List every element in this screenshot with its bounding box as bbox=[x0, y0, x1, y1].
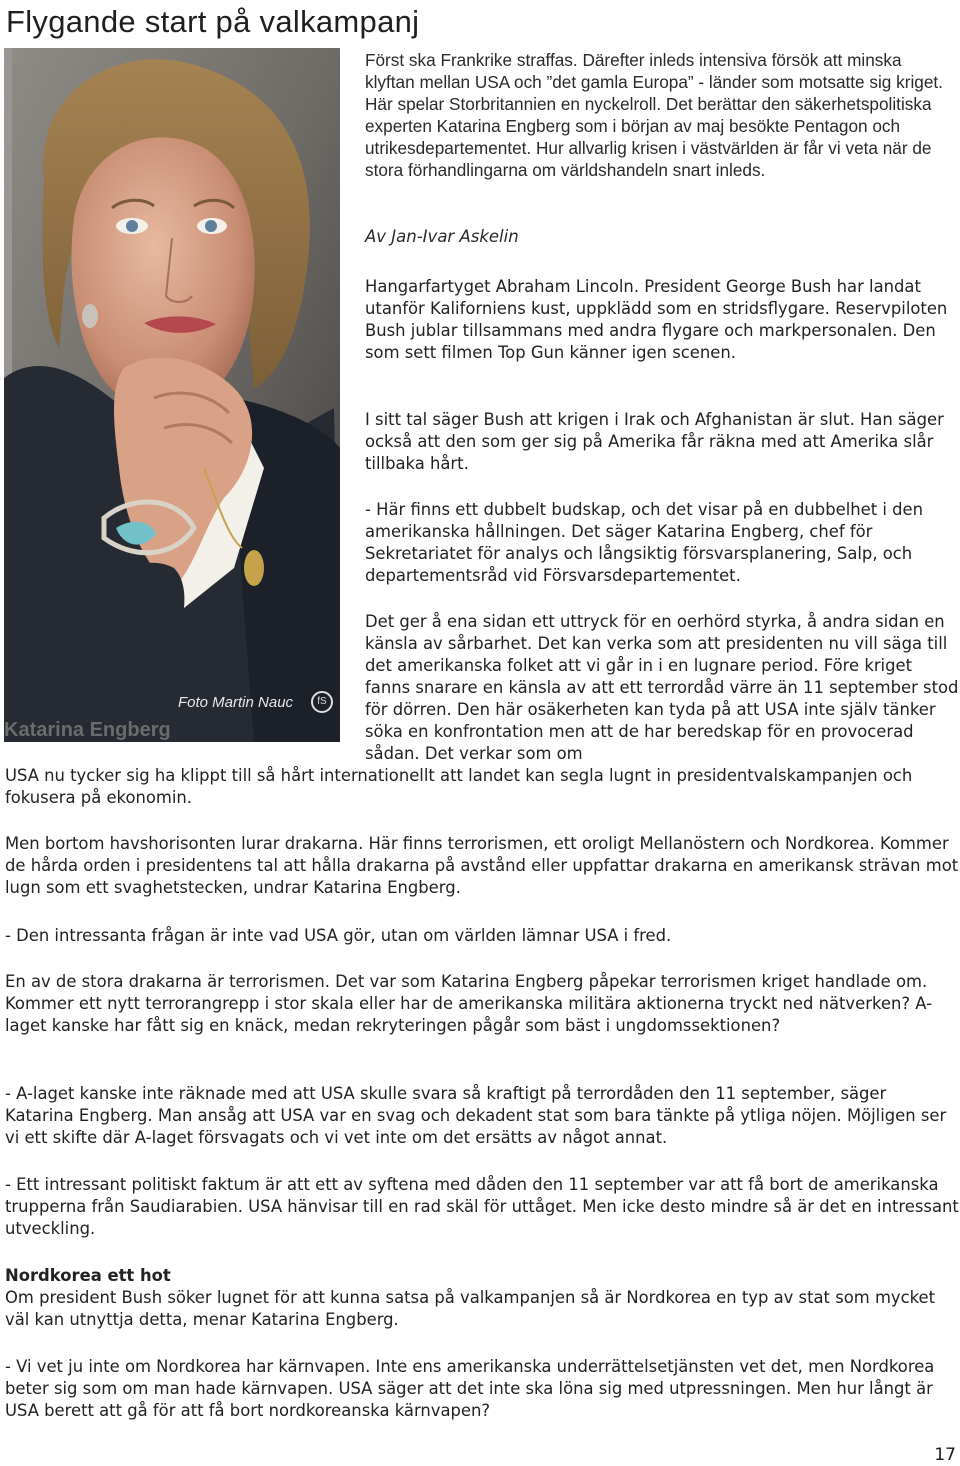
byline: Av Jan-Ivar Askelin bbox=[365, 227, 519, 246]
paragraph: - Ett intressant politiskt faktum är att ett av syftena med dåden den 11 september var att få bort de amerikanska trupperna från Saudiarabien. USA hänvisar till en rad skäl för uttåget. Men icke desto mindre så är det en intressant utveckling. bbox=[5, 1175, 959, 1238]
paragraph: Hangarfartyget Abraham Lincoln. President George Bush har landat utanför Kaliforniens kust, uppklädd som en stridsflygare. Reservpiloten Bush jublar tillsammans med andra flygare och markpersonalen. Den som sett filmen Top Gun känner igen scenen. bbox=[365, 277, 948, 362]
paragraph: Det ger å ena sidan ett uttryck för en oerhörd styrka, å andra sidan en känsla av sårbarhet. Det kan verka som att presidenten nu vill säga till det amerikanska folket att vi går in i en lugnare period. Före kriget fanns snarare en känsla av att ett terrordåd värre än 11 september stod för dörren. Den här osäkerheten kan tyda på att USA inte själv tänker söka en konfrontation men att de har beredskap för en provocerad sådan. Det verkar som om bbox=[365, 612, 959, 763]
paragraph-continued: USA nu tycker sig ha klippt till så hårt internationellt att landet kan segla lugnt in presidentvalskampanjen och fokusera på ekonomin. bbox=[5, 766, 913, 807]
photo-credit: Foto Martin Nauc bbox=[178, 694, 294, 711]
paragraph: Om president Bush söker lugnet för att kunna satsa på valkampanjen så är Nordkorea en typ av stat som mycket väl kan utnyttja detta, menar Katarina Engberg. bbox=[5, 1288, 936, 1329]
photo-credit-mark: fS bbox=[311, 691, 333, 713]
paragraph: En av de stora drakarna är terrorismen. Det var som Katarina Engberg påpekar terrorismen kriget handlade om. Kommer ett nytt terrorangrepp i stor skala eller har de amerikanska militära aktionerna tryckt ned nätverken? A-laget kanske har fått sig en knäck, medan rekryteringen pågår som bäst i ungdomssektionen? bbox=[5, 972, 933, 1035]
paragraph: - Här finns ett dubbelt budskap, och det visar på en dubbelhet i den amerikanska hållningen. Det säger Katarina Engberg, chef för Sekretariatet för analys och långsiktig försvarsplanering, Salp, och departementsråd vid Försvarsdepartementet. bbox=[365, 500, 924, 585]
portrait-illustration bbox=[4, 48, 340, 742]
paragraph: - A-laget kanske inte räknade med att USA skulle svara så kraftigt på terrordåden den 11 september, säger Katarina Engberg. Man ansåg att USA var en svag och dekadent stat som bara tänkte på ytliga nöjen. Möjligen ser vi ett skifte där A-laget försvagats och vi vet inte om det ersätts av något annat. bbox=[5, 1084, 947, 1147]
paragraph: Men bortom havshorisonten lurar drakarna. Här finns terrorismen, ett oroligt Mellanöstern och Nordkorea. Kommer de hårda orden i presidentens tal att hålla drakarna på avstånd eller uppfattar drakarna en amerikansk strävan mot lugn som ett svaghetstecken, undrar Katarina Engberg. bbox=[5, 834, 959, 897]
article-title: Flygande start på valkampanj bbox=[6, 4, 420, 39]
photo-caption: Katarina Engberg bbox=[4, 719, 171, 741]
subheading: Nordkorea ett hot bbox=[5, 1266, 171, 1285]
portrait-photo bbox=[4, 48, 340, 742]
article-lead: Först ska Frankrike straffas. Därefter inleds intensiva försök att minska klyftan mellan USA och ”det gamla Europa” - länder som motsatte sig kriget. Här spelar Storbritannien en nyckelroll. Det berättar den säkerhetspolitiska experten Katarina Engberg som i början av maj besökte Pentagon och utrikesdepartementet. Hur allvarlig krisen i västvärlden är får vi veta när de stora förhandlingarna om världshandeln snart inleds. bbox=[365, 50, 943, 180]
page-number: 17 bbox=[934, 1445, 956, 1465]
paragraph: I sitt tal säger Bush att krigen i Irak och Afghanistan är slut. Han säger också att den som ger sig på Amerika får räkna med att Amerika slår tillbaka hårt. bbox=[365, 410, 944, 473]
paragraph: - Vi vet ju inte om Nordkorea har kärnvapen. Inte ens amerikanska underrättelsetjänsten vet det, men Nordkorea beter sig som om man hade kärnvapen. USA säger att det inte ska löna sig med utpressningen. Men hur långt är USA berett att gå för att få bort nordkoreanska kärnvapen? bbox=[5, 1357, 935, 1420]
quote-paragraph: - Den intressanta frågan är inte vad USA gör, utan om världen lämnar USA i fred. bbox=[5, 926, 672, 945]
